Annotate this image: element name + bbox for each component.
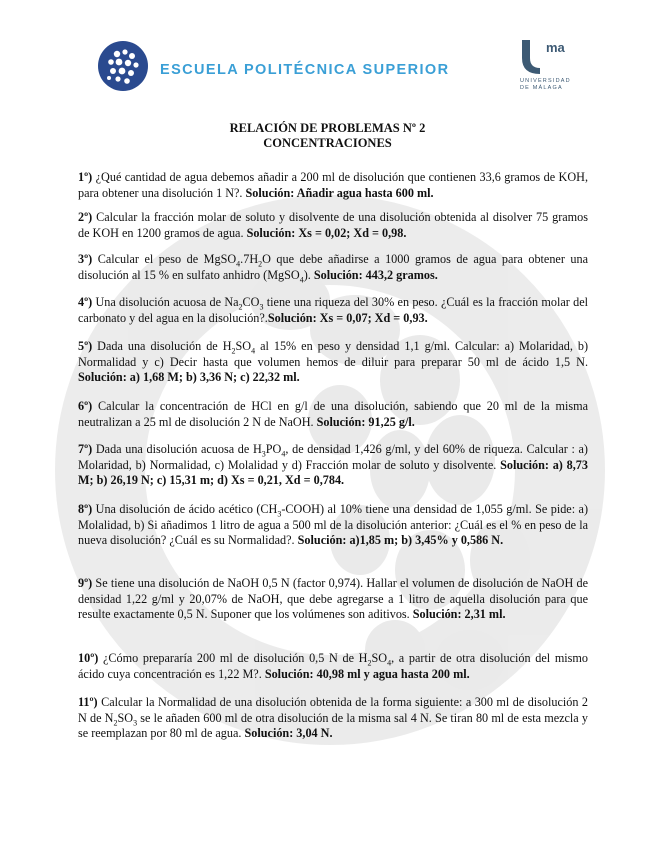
problem-solution: Solución: 40,98 ml y agua hasta 200 ml. xyxy=(264,666,470,681)
problem-number: 2º) xyxy=(78,210,93,224)
problem-text: Dada una disolución de H xyxy=(97,339,232,353)
document-title xyxy=(0,121,655,151)
problem-solution: Solución: a) 1,68 M; b) 3,36 N; c) 22,32 ml. xyxy=(78,370,300,385)
problem-solution: Solución: Xs = 0,07; Xd = 0,93. xyxy=(267,310,428,325)
subscript: 2 xyxy=(258,259,263,269)
school-name: ESCUELA POLITÉCNICA SUPERIOR xyxy=(160,62,450,78)
subscript: 4 xyxy=(281,449,286,459)
problem-4 xyxy=(78,295,588,326)
subscript: 4 xyxy=(387,658,392,668)
university-mark: ma xyxy=(546,40,565,55)
problem-solution: Solución: 91,25 g/l. xyxy=(316,414,415,429)
problem-text: ¿Qué cantidad de agua debemos añadir a 200 ml de disolución que contienen 33,6 gramos de KOH, para obtener una disolución 1 N?. xyxy=(78,170,588,200)
problem-6 xyxy=(78,399,588,430)
problem-text: O que debe añadirse a 1000 gramos de agua para obtener una disolución al 15 % en sulfato anhidro (MgSO xyxy=(78,252,589,282)
problem-9 xyxy=(78,576,588,623)
problem-1 xyxy=(78,170,588,201)
problem-number: 3º) xyxy=(78,252,93,266)
problem-10 xyxy=(78,651,588,682)
problem-number: 8º) xyxy=(78,502,93,516)
subscript: 3 xyxy=(133,718,138,728)
university-logo-icon xyxy=(520,38,568,74)
problem-text: Calcular la fracción molar de soluto y disolvente de una disolución obtenida al disolver 75 gramos de KOH en 1200 gramos de agua. xyxy=(78,210,588,240)
problem-solution: Solución: 443,2 gramos. xyxy=(313,267,438,282)
problem-text: SO xyxy=(371,651,388,665)
problem-text: Calcular la Normalidad de una disolución obtenida de la forma siguiente: a 300 ml de disolución 2 N de N xyxy=(78,695,589,725)
problem-text: .7H xyxy=(240,252,259,266)
problem-5 xyxy=(78,339,588,386)
subscript: 3 xyxy=(277,509,282,519)
subscript: 4 xyxy=(299,275,304,285)
problem-number: 11º) xyxy=(78,695,98,709)
problem-text: , de densidad 1,426 g/ml, y del 60% de riqueza. Calcular : a) Molaridad, b) Normalidad, c) Molalidad y d) Fracción molar de soluto y disolvente. xyxy=(78,442,588,472)
problem-text: ¿Cómo prepararía 200 ml de disolución 0,5 N de H xyxy=(102,651,368,665)
problem-solution: Solución: a)1,85 m; b) 3,45% y 0,586 N. xyxy=(297,533,504,548)
problem-text: Calcular la concentración de HCl en g/l de una disolución, sabiendo que 20 ml de la misma neutralizan a 25 ml de disolución 2 N de NaOH. xyxy=(78,399,589,429)
problem-solution: Solución: Xs = 0,02; Xd = 0,98. xyxy=(246,225,407,240)
problem-text: se le añaden 600 ml de otra disolución de la misma sal 4 N. Se tiran 80 ml de esta mezcla y se reemplazan por 80 ml de agua. xyxy=(78,710,588,741)
title-line-2: CONCENTRACIONES xyxy=(263,136,392,150)
problem-number: 10º) xyxy=(78,651,99,665)
university-name xyxy=(520,78,572,92)
subscript: 2 xyxy=(238,302,243,312)
subscript: 2 xyxy=(367,658,372,668)
subscript: 2 xyxy=(231,346,236,356)
problem-text: -COOH) al 10% tiene una densidad de 1,055 g/ml. Se pide: a) Molalidad, b) Si añadimos 1 litro de agua a 500 ml de la disolución anterior: ¿Cuál es el % en peso de la nueva disolución? ¿Cuál es su Normalidad?. xyxy=(78,502,589,548)
subscript: 2 xyxy=(113,718,118,728)
problem-text: ). xyxy=(303,267,314,282)
problem-text: SO xyxy=(235,339,252,353)
problem-number: 9º) xyxy=(78,576,93,590)
problem-text: tiene una riqueza del 30% en peso. ¿Cuál es la fracción molar del carbonato y del agua en la disolución?. xyxy=(78,295,588,325)
title-line-1: RELACIÓN DE PROBLEMAS Nº 2 xyxy=(229,121,426,135)
problem-solution: Solución: 3,04 N. xyxy=(244,726,333,741)
problem-solution: Solución: a) 8,73 M; b) 26,19 N; c) 15,31 m; d) Xs = 0,21, Xd = 0,784. xyxy=(78,457,588,488)
problem-text: Dada una disolución acuosa de H xyxy=(95,442,262,456)
problem-text: Una disolución de ácido acético (CH xyxy=(95,502,278,516)
problem-text: Se tiene una disolución de NaOH 0,5 N (factor 0,974). Hallar el volumen de disolución de NaOH de densidad 1,22 g/ml y 20,07% de NaOH, que debe agregarse a 1 litro de aquella disolución para que resulte exactamente 0,5 N. Suponer que los volúmenes son aditivos. xyxy=(78,576,588,622)
problem-text: al 15% en peso y densidad 1,1 g/ml. Calcular: a) Molaridad, b) Normalidad y c) Decir hasta que volumen hemos de diluir para preparar 50 ml de ácido 1,5 N. xyxy=(78,339,588,369)
subscript: 3 xyxy=(259,302,264,312)
university-name-line: DE MÁLAGA xyxy=(520,85,563,91)
problem-11 xyxy=(78,695,588,742)
problem-text: PO xyxy=(265,442,282,456)
problem-solution: Solución: Añadir agua hasta 600 ml. xyxy=(245,185,434,200)
problem-text: , a partir de otra disolución del mismo ácido cuya concentración es 1,22 M?. xyxy=(78,651,589,681)
school-logo-icon xyxy=(97,40,149,92)
problem-number: 7º) xyxy=(78,442,93,456)
problem-number: 4º) xyxy=(78,295,93,309)
subscript: 4 xyxy=(236,259,241,269)
problem-number: 6º) xyxy=(78,399,93,413)
problem-3 xyxy=(78,252,588,283)
problem-text: CO xyxy=(242,295,260,309)
subscript: 3 xyxy=(261,449,266,459)
subscript: 4 xyxy=(251,346,256,356)
problem-solution: Solución: 2,31 ml. xyxy=(412,607,506,622)
problem-text: Calcular el peso de MgSO xyxy=(97,252,237,266)
problem-text: Una disolución acuosa de Na xyxy=(95,295,239,309)
problem-number: 5º) xyxy=(78,339,93,353)
problem-7 xyxy=(78,442,588,489)
problem-text: SO xyxy=(117,710,134,725)
problem-2 xyxy=(78,210,588,241)
problem-number: 1º) xyxy=(78,170,93,184)
problem-8 xyxy=(78,502,588,549)
university-name-line: UNIVERSIDAD xyxy=(520,78,571,84)
